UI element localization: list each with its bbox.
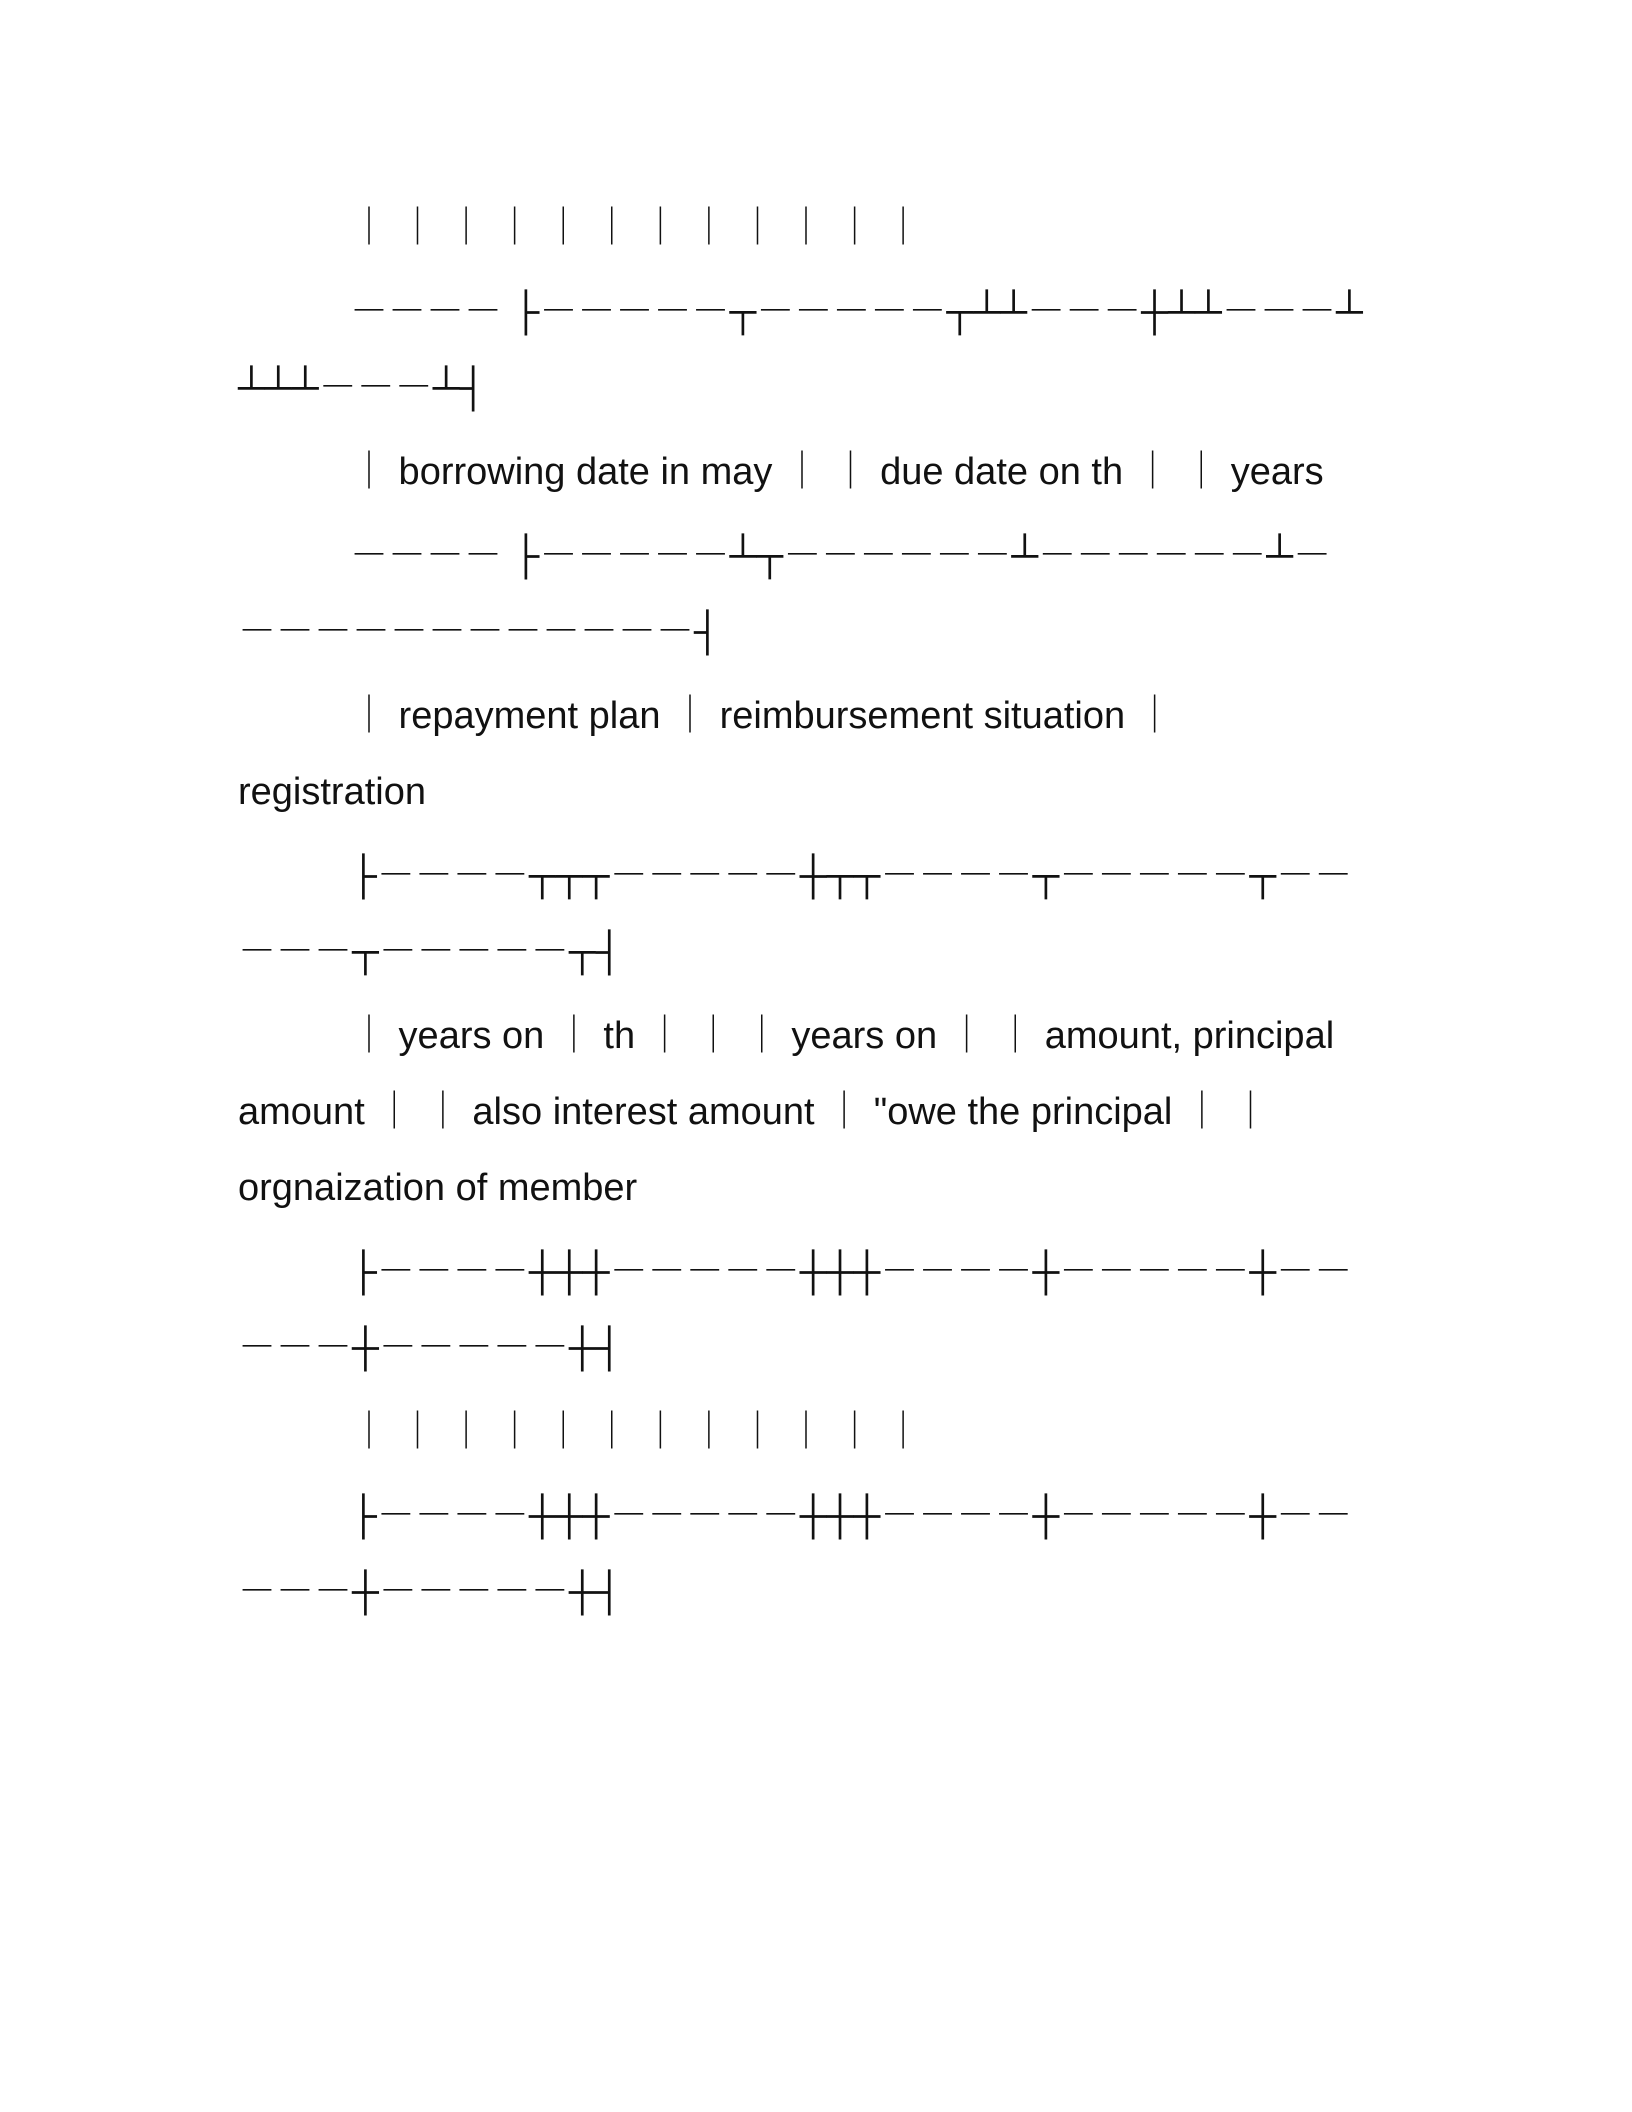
box-drawing-line: －－－－ ├－－－－－┴┬－－－－－－┴－－－－－－┴－－－－－－－－－－－－－┤ [238,535,1332,653]
table-text-line: ｜ borrowing date in may ｜ ｜ due date on th ｜ ｜ years [350,451,1324,493]
table-text-line: ｜ repayment plan ｜ reimbursement situation ｜ registration [238,695,1174,813]
box-drawing-line: －－－－ ├－－－－－┬－－－－－┬┴┴－－－┼┴┴－－－┴┴┴┴－－－┴┤ [238,291,1363,409]
box-drawing-line: ｜ ｜ ｜ ｜ ｜ ｜ ｜ ｜ ｜ ｜ ｜ ｜ [350,207,923,249]
box-drawing-line: ├－－－－┼┼┼－－－－－┼┼┼－－－－┼－－－－－┼－－－－－┼－－－－－┼┤ [238,1251,1353,1369]
box-drawing-line: ｜ ｜ ｜ ｜ ｜ ｜ ｜ ｜ ｜ ｜ ｜ ｜ [350,1411,923,1453]
table-text-line: ｜ years on ｜ th ｜ ｜ ｜ years on ｜ ｜ amount, principal amount ｜ ｜ also interest amount ｜ "owe the principal ｜ ｜ orgnaization of member [238,1015,1335,1209]
document-body [238,190,1368,1638]
box-drawing-line: ├－－－－┬┬┬－－－－－┼┬┬－－－－┬－－－－－┬－－－－－┬－－－－－┬┤ [238,855,1353,973]
box-drawing-line: ├－－－－┼┼┼－－－－－┼┼┼－－－－┼－－－－－┼－－－－－┼－－－－－┼┤ [238,1495,1353,1613]
